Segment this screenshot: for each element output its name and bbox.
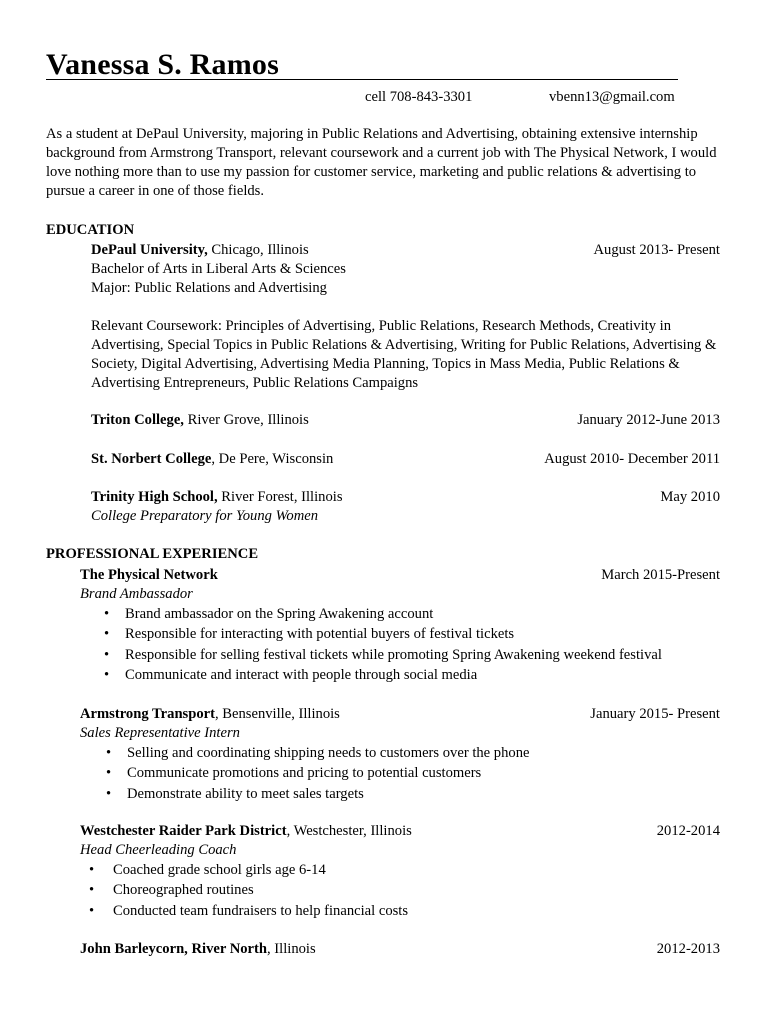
email-address: vbenn13@gmail.com bbox=[549, 89, 675, 105]
header-divider bbox=[46, 79, 678, 80]
employer-location: , Illinois bbox=[267, 941, 316, 957]
list-item: • Communicate promotions and pricing to potential customers bbox=[127, 764, 529, 784]
school-name: Triton College, bbox=[91, 412, 184, 428]
relevant-coursework: Relevant Coursework: Principles of Advertising, Public Relations, Research Methods, Creativity in Advertising, Special Topics in Public Relations & Advertising, Writing for Public Relations, Advertising & Society, Digital Advertising, Advertising Media Planning, Topics in Mass Media, Public Relations & Advertising Entrepreneurs, Public Relations Campaigns bbox=[91, 318, 717, 391]
employer-name: Westchester Raider Park District bbox=[80, 823, 287, 839]
education-entry-triton bbox=[91, 411, 720, 430]
degree: Bachelor of Arts in Liberal Arts & Sciences bbox=[91, 261, 346, 277]
job-title: Brand Ambassador bbox=[80, 586, 193, 602]
job-physical-network bbox=[80, 566, 720, 604]
school-name: St. Norbert College bbox=[91, 451, 212, 467]
employer-name: The Physical Network bbox=[80, 567, 218, 583]
candidate-name: Vanessa S. Ramos bbox=[46, 48, 279, 81]
employer-location: , Bensenville, Illinois bbox=[215, 706, 340, 722]
employer-name: John Barleycorn, River North bbox=[80, 941, 267, 957]
list-item: • Selling and coordinating shipping needs to customers over the phone bbox=[127, 744, 529, 764]
school-name: DePaul University, bbox=[91, 242, 208, 258]
school-name: Trinity High School, bbox=[91, 489, 218, 505]
education-entry-st-norbert bbox=[91, 450, 720, 469]
list-item: • Coached grade school girls age 6-14 bbox=[113, 861, 408, 881]
school-location: , De Pere, Wisconsin bbox=[211, 451, 334, 467]
job-john-barleycorn bbox=[80, 940, 720, 959]
school-date: January 2012-June 2013 bbox=[577, 412, 720, 428]
education-entry-trinity bbox=[91, 488, 720, 526]
list-item: • Responsible for selling festival tickets while promoting Spring Awakening weekend festival bbox=[125, 646, 662, 666]
education-heading: EDUCATION bbox=[46, 222, 135, 238]
list-item: • Choreographed routines bbox=[113, 881, 408, 901]
job-date: January 2015- Present bbox=[590, 706, 720, 722]
job-westchester-duties bbox=[113, 861, 408, 922]
school-note: College Preparatory for Young Women bbox=[91, 508, 319, 524]
school-location: River Grove, Illinois bbox=[183, 412, 309, 428]
employer-name: Armstrong Transport bbox=[80, 706, 215, 722]
job-date: 2012-2013 bbox=[656, 941, 720, 957]
job-date: March 2015-Present bbox=[601, 567, 720, 583]
job-westchester bbox=[80, 822, 720, 860]
job-title: Head Cheerleading Coach bbox=[80, 842, 237, 858]
job-physical-network-duties bbox=[125, 605, 662, 686]
job-armstrong-duties bbox=[127, 744, 529, 805]
school-date: August 2013- Present bbox=[593, 242, 720, 258]
employer-location: , Westchester, Illinois bbox=[286, 823, 412, 839]
list-item: • Responsible for interacting with potential buyers of festival tickets bbox=[125, 625, 662, 645]
experience-heading: PROFESSIONAL EXPERIENCE bbox=[46, 546, 259, 562]
school-date: May 2010 bbox=[660, 489, 720, 505]
job-armstrong-transport bbox=[80, 705, 720, 743]
school-location: River Forest, Illinois bbox=[217, 489, 343, 505]
list-item: • Brand ambassador on the Spring Awakening account bbox=[125, 605, 662, 625]
objective-statement: As a student at DePaul University, majoring in Public Relations and Advertising, obtaining extensive internship background from Armstrong Transport, relevant coursework and a current job with The Physical Network, I would love nothing more than to use my passion for customer service, marketing and public relations & advertising to pursue a career in one of those fields. bbox=[46, 126, 717, 199]
education-entry-depaul bbox=[91, 241, 720, 298]
list-item: • Communicate and interact with people through social media bbox=[125, 666, 662, 686]
phone-number: cell 708-843-3301 bbox=[365, 89, 473, 105]
list-item: • Conducted team fundraisers to help financial costs bbox=[113, 902, 408, 922]
job-date: 2012-2014 bbox=[656, 823, 720, 839]
list-item: • Demonstrate ability to meet sales targets bbox=[127, 785, 529, 805]
job-title: Sales Representative Intern bbox=[80, 725, 240, 741]
major: Major: Public Relations and Advertising bbox=[91, 280, 327, 296]
school-location: Chicago, Illinois bbox=[207, 242, 309, 258]
school-date: August 2010- December 2011 bbox=[544, 451, 720, 467]
